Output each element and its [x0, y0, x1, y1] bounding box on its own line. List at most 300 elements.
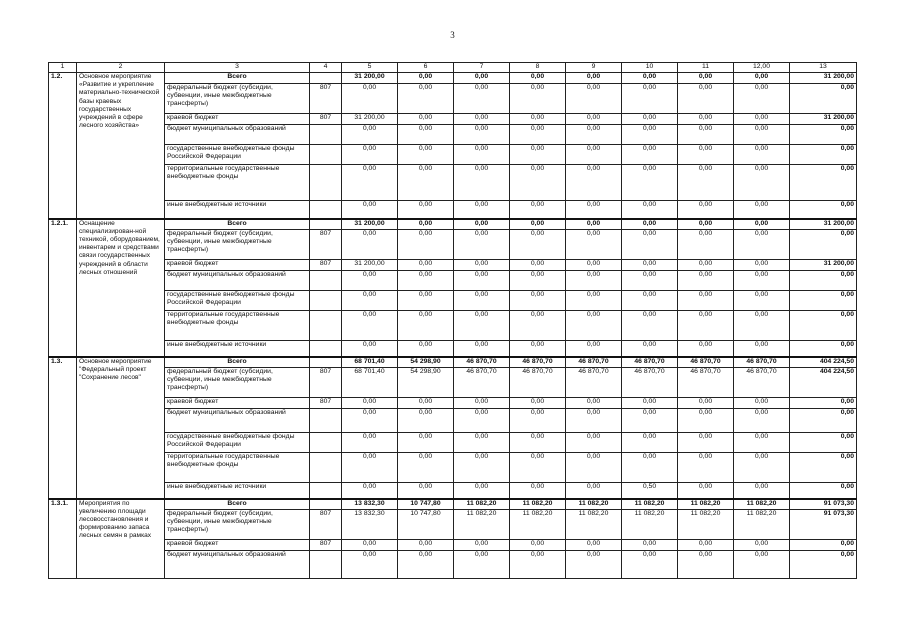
year-value-cell: 0,00 — [678, 84, 734, 114]
funding-source-row — [49, 368, 857, 398]
header-cell: 1 — [49, 63, 77, 73]
year-value-cell: 0,00 — [566, 84, 622, 114]
year-value-cell: 11 082,20 — [566, 499, 622, 510]
funding-source-label: Всего — [165, 357, 310, 368]
year-value-cell: 0,00 — [454, 341, 510, 357]
year-value-cell: 0,00 — [734, 540, 790, 551]
year-value-cell: 0,00 — [510, 145, 566, 165]
section-total-row — [49, 357, 857, 368]
year-value-cell: 11 082,20 — [454, 510, 510, 540]
total-value-cell: 0,00 — [790, 230, 857, 260]
year-value-cell: 46 870,70 — [566, 368, 622, 398]
funding-source-label: иные внебюджетные источники — [165, 483, 310, 499]
header-cell: 5 — [342, 63, 398, 73]
total-value-cell: 31 200,00 — [790, 114, 857, 125]
total-value-cell: 31 200,00 — [790, 73, 857, 84]
header-cell: 2 — [77, 63, 165, 73]
year-value-cell: 46 870,70 — [454, 368, 510, 398]
year-value-cell: 0,00 — [734, 201, 790, 219]
year-value-cell: 0,00 — [734, 219, 790, 230]
budget-code — [310, 271, 342, 291]
year-value-cell: 0,00 — [566, 409, 622, 433]
year-value-cell: 0,00 — [510, 453, 566, 483]
year-value-cell: 0,00 — [398, 165, 454, 201]
year-value-cell: 0,00 — [510, 84, 566, 114]
year-value-cell: 46 870,70 — [622, 368, 678, 398]
funding-source-row — [49, 271, 857, 291]
year-value-cell: 10 747,80 — [398, 510, 454, 540]
year-value-cell: 0,00 — [454, 114, 510, 125]
total-value-cell: 0,00 — [790, 311, 857, 341]
year-value-cell: 0,00 — [454, 73, 510, 84]
year-value-cell: 0,00 — [398, 219, 454, 230]
funding-source-row — [49, 145, 857, 165]
year-value-cell: 0,00 — [566, 260, 622, 271]
year-value-cell: 0,00 — [622, 73, 678, 84]
year-value-cell: 0,00 — [398, 145, 454, 165]
year-value-cell: 13 832,30 — [342, 499, 398, 510]
funding-source-label: краевой бюджет — [165, 114, 310, 125]
header-cell: 7 — [454, 63, 510, 73]
year-value-cell: 46 870,70 — [678, 368, 734, 398]
year-value-cell: 0,00 — [510, 125, 566, 145]
year-value-cell: 0,00 — [342, 84, 398, 114]
year-value-cell: 0,00 — [454, 219, 510, 230]
funding-source-label: краевой бюджет — [165, 260, 310, 271]
header-cell: 8 — [510, 63, 566, 73]
year-value-cell: 0,00 — [734, 409, 790, 433]
budget-code — [310, 551, 342, 579]
year-value-cell: 0,00 — [510, 201, 566, 219]
year-value-cell: 0,00 — [510, 271, 566, 291]
total-value-cell: 0,00 — [790, 271, 857, 291]
year-value-cell: 0,00 — [678, 409, 734, 433]
year-value-cell: 46 870,70 — [510, 357, 566, 368]
year-value-cell: 11 082,20 — [510, 510, 566, 540]
year-value-cell: 0,00 — [622, 114, 678, 125]
section-description: Мероприятия по увеличению площади лесовосстановления и формированию запаса лесных семян в рамках — [77, 499, 165, 579]
header-cell: 11 — [678, 63, 734, 73]
year-value-cell: 0,00 — [510, 165, 566, 201]
budget-code — [310, 311, 342, 341]
year-value-cell: 0,00 — [566, 73, 622, 84]
funding-source-row — [49, 165, 857, 201]
year-value-cell: 0,00 — [398, 341, 454, 357]
budget-code — [310, 145, 342, 165]
year-value-cell: 46 870,70 — [678, 357, 734, 368]
year-value-cell: 0,00 — [510, 219, 566, 230]
header-cell: 4 — [310, 63, 342, 73]
year-value-cell: 0,00 — [734, 551, 790, 579]
year-value-cell: 0,00 — [510, 311, 566, 341]
header-cell: 6 — [398, 63, 454, 73]
funding-source-label: краевой бюджет — [165, 540, 310, 551]
budget-code — [310, 219, 342, 230]
total-value-cell: 91 073,30 — [790, 510, 857, 540]
section-description: Оснащение специализирован-ной техникой, оборудованием, инвентарем и средствами связи государственных учреждений в области лесных отношений — [77, 219, 165, 357]
funding-source-row — [49, 398, 857, 409]
year-value-cell: 0,00 — [678, 114, 734, 125]
budget-code — [310, 165, 342, 201]
total-value-cell: 0,00 — [790, 145, 857, 165]
year-value-cell: 0,00 — [622, 453, 678, 483]
year-value-cell: 0,00 — [734, 433, 790, 453]
year-value-cell: 0,00 — [342, 165, 398, 201]
year-value-cell: 0,00 — [734, 271, 790, 291]
year-value-cell: 0,00 — [398, 433, 454, 453]
funding-source-row — [49, 311, 857, 341]
header-row — [49, 63, 857, 73]
year-value-cell: 0,00 — [566, 201, 622, 219]
year-value-cell: 0,00 — [734, 341, 790, 357]
budget-body — [49, 73, 857, 579]
total-value-cell: 0,00 — [790, 483, 857, 499]
budget-code — [310, 201, 342, 219]
funding-source-label: бюджет муниципальных образований — [165, 271, 310, 291]
year-value-cell: 0,00 — [454, 398, 510, 409]
year-value-cell: 0,00 — [566, 398, 622, 409]
year-value-cell: 11 082,20 — [734, 510, 790, 540]
year-value-cell: 0,00 — [510, 341, 566, 357]
year-value-cell: 31 200,00 — [342, 219, 398, 230]
year-value-cell: 0,00 — [510, 230, 566, 260]
year-value-cell: 0,00 — [678, 125, 734, 145]
year-value-cell: 0,00 — [398, 125, 454, 145]
year-value-cell: 0,00 — [566, 433, 622, 453]
year-value-cell: 11 082,20 — [566, 510, 622, 540]
funding-source-label: государственные внебюджетные фонды Российской Федерации — [165, 433, 310, 453]
budget-table — [48, 62, 857, 579]
funding-source-label: территориальные государственные внебюджетные фонды — [165, 165, 310, 201]
year-value-cell: 0,00 — [510, 409, 566, 433]
year-value-cell: 0,00 — [342, 409, 398, 433]
funding-source-label: федеральный бюджет (субсидии, субвенции, иные межбюджетные трансферты) — [165, 84, 310, 114]
year-value-cell: 0,00 — [342, 271, 398, 291]
year-value-cell: 54 298,90 — [398, 357, 454, 368]
total-value-cell: 0,00 — [790, 540, 857, 551]
year-value-cell: 0,00 — [678, 291, 734, 311]
year-value-cell: 0,00 — [510, 73, 566, 84]
year-value-cell: 0,00 — [398, 540, 454, 551]
year-value-cell: 0,00 — [622, 219, 678, 230]
funding-source-label: Всего — [165, 499, 310, 510]
budget-code — [310, 483, 342, 499]
budget-code — [310, 357, 342, 368]
year-value-cell: 11 082,20 — [734, 499, 790, 510]
year-value-cell: 0,00 — [566, 540, 622, 551]
year-value-cell: 0,00 — [734, 73, 790, 84]
year-value-cell: 31 200,00 — [342, 73, 398, 84]
funding-source-label: федеральный бюджет (субсидии, субвенции, иные межбюджетные трансферты) — [165, 230, 310, 260]
funding-source-label: государственные внебюджетные фонды Российской Федерации — [165, 145, 310, 165]
year-value-cell: 0,00 — [342, 341, 398, 357]
year-value-cell: 0,00 — [678, 540, 734, 551]
year-value-cell: 0,00 — [678, 201, 734, 219]
year-value-cell: 46 870,70 — [566, 357, 622, 368]
year-value-cell: 0,00 — [398, 453, 454, 483]
year-value-cell: 0,00 — [622, 551, 678, 579]
year-value-cell: 0,00 — [734, 114, 790, 125]
funding-source-label: Всего — [165, 219, 310, 230]
year-value-cell: 0,00 — [734, 311, 790, 341]
budget-code: 807 — [310, 260, 342, 271]
year-value-cell: 0,00 — [566, 453, 622, 483]
budget-code: 807 — [310, 114, 342, 125]
year-value-cell: 0,00 — [510, 540, 566, 551]
year-value-cell: 0,00 — [678, 551, 734, 579]
year-value-cell: 0,00 — [342, 291, 398, 311]
year-value-cell: 0,00 — [398, 201, 454, 219]
page-number: 3 — [450, 30, 455, 40]
funding-source-label: иные внебюджетные источники — [165, 341, 310, 357]
year-value-cell: 0,00 — [398, 114, 454, 125]
budget-code — [310, 291, 342, 311]
year-value-cell: 0,00 — [678, 219, 734, 230]
year-value-cell: 0,00 — [622, 230, 678, 260]
funding-source-label: бюджет муниципальных образований — [165, 125, 310, 145]
funding-source-row — [49, 201, 857, 219]
year-value-cell: 0,00 — [398, 230, 454, 260]
total-value-cell: 0,00 — [790, 341, 857, 357]
budget-code: 807 — [310, 398, 342, 409]
year-value-cell: 0,00 — [622, 260, 678, 271]
year-value-cell: 0,00 — [566, 114, 622, 125]
year-value-cell: 11 082,20 — [622, 510, 678, 540]
year-value-cell: 0,00 — [398, 311, 454, 341]
budget-code — [310, 341, 342, 357]
year-value-cell: 0,00 — [454, 145, 510, 165]
funding-source-row — [49, 114, 857, 125]
header-cell: 12,00 — [734, 63, 790, 73]
funding-source-row — [49, 341, 857, 357]
year-value-cell: 0,00 — [622, 145, 678, 165]
year-value-cell: 54 298,90 — [398, 368, 454, 398]
funding-source-label: федеральный бюджет (субсидии, субвенции, иные межбюджетные трансферты) — [165, 510, 310, 540]
year-value-cell: 0,00 — [566, 165, 622, 201]
funding-source-row — [49, 409, 857, 433]
year-value-cell: 0,00 — [566, 125, 622, 145]
year-value-cell: 0,00 — [454, 84, 510, 114]
total-value-cell: 0,00 — [790, 165, 857, 201]
year-value-cell: 0,00 — [622, 271, 678, 291]
budget-code — [310, 499, 342, 510]
total-value-cell: 0,00 — [790, 433, 857, 453]
total-value-cell: 31 200,00 — [790, 260, 857, 271]
year-value-cell: 0,00 — [678, 145, 734, 165]
header-cell: 9 — [566, 63, 622, 73]
budget-code: 807 — [310, 540, 342, 551]
funding-source-row — [49, 540, 857, 551]
year-value-cell: 0,00 — [566, 291, 622, 311]
year-value-cell: 0,00 — [398, 260, 454, 271]
total-value-cell: 0,00 — [790, 84, 857, 114]
year-value-cell: 0,00 — [398, 483, 454, 499]
year-value-cell: 0,00 — [566, 271, 622, 291]
total-value-cell: 0,00 — [790, 453, 857, 483]
year-value-cell: 0,00 — [566, 219, 622, 230]
year-value-cell: 0,00 — [454, 540, 510, 551]
total-value-cell: 0,00 — [790, 398, 857, 409]
year-value-cell: 0,00 — [342, 551, 398, 579]
year-value-cell: 0,00 — [566, 483, 622, 499]
year-value-cell: 0,00 — [622, 201, 678, 219]
year-value-cell: 11 082,20 — [454, 499, 510, 510]
funding-source-row — [49, 125, 857, 145]
section-code: 1.3.1. — [49, 499, 77, 579]
year-value-cell: 0,00 — [566, 230, 622, 260]
funding-source-label: Всего — [165, 73, 310, 84]
year-value-cell: 0,00 — [566, 341, 622, 357]
year-value-cell: 0,00 — [622, 540, 678, 551]
section-description: Основное мероприятие «Развитие и укрепление материально-технической базы краевых государственных учреждений в сфере лесного хозяйства» — [77, 73, 165, 219]
year-value-cell: 0,00 — [342, 433, 398, 453]
year-value-cell: 0,00 — [510, 260, 566, 271]
year-value-cell: 0,00 — [510, 291, 566, 311]
funding-source-row — [49, 483, 857, 499]
section-code: 1.2. — [49, 73, 77, 219]
section-description: Основное мероприятие "Федеральный проект "Сохранение лесов" — [77, 357, 165, 499]
section-total-row — [49, 219, 857, 230]
year-value-cell: 0,00 — [510, 114, 566, 125]
year-value-cell: 0,00 — [398, 84, 454, 114]
funding-source-row — [49, 230, 857, 260]
budget-code — [310, 453, 342, 483]
budget-code — [310, 73, 342, 84]
year-value-cell: 0,00 — [454, 291, 510, 311]
funding-source-label: государственные внебюджетные фонды Российской Федерации — [165, 291, 310, 311]
year-value-cell: 11 082,20 — [510, 499, 566, 510]
year-value-cell: 0,00 — [398, 271, 454, 291]
year-value-cell: 0,00 — [622, 433, 678, 453]
year-value-cell: 0,00 — [398, 291, 454, 311]
year-value-cell: 0,00 — [454, 453, 510, 483]
year-value-cell: 0,00 — [622, 125, 678, 145]
year-value-cell: 11 082,20 — [622, 499, 678, 510]
funding-source-row — [49, 510, 857, 540]
year-value-cell: 0,00 — [678, 165, 734, 201]
year-value-cell: 0,00 — [622, 409, 678, 433]
year-value-cell: 68 701,40 — [342, 368, 398, 398]
funding-source-label: территориальные государственные внебюджетные фонды — [165, 311, 310, 341]
total-value-cell: 0,00 — [790, 291, 857, 311]
year-value-cell: 0,00 — [398, 73, 454, 84]
year-value-cell: 0,00 — [454, 433, 510, 453]
year-value-cell: 0,00 — [622, 291, 678, 311]
year-value-cell: 0,00 — [734, 145, 790, 165]
year-value-cell: 0,00 — [678, 483, 734, 499]
year-value-cell: 0,00 — [510, 551, 566, 579]
year-value-cell: 10 747,80 — [398, 499, 454, 510]
section-total-row — [49, 73, 857, 84]
total-value-cell: 404 224,50 — [790, 368, 857, 398]
year-value-cell: 0,50 — [622, 483, 678, 499]
year-value-cell: 11 082,20 — [678, 510, 734, 540]
year-value-cell: 0,00 — [454, 271, 510, 291]
budget-code — [310, 125, 342, 145]
year-value-cell: 0,00 — [734, 483, 790, 499]
year-value-cell: 0,00 — [734, 453, 790, 483]
year-value-cell: 0,00 — [678, 341, 734, 357]
year-value-cell: 0,00 — [678, 271, 734, 291]
budget-code: 807 — [310, 84, 342, 114]
year-value-cell: 0,00 — [622, 311, 678, 341]
year-value-cell: 0,00 — [678, 260, 734, 271]
year-value-cell: 31 200,00 — [342, 114, 398, 125]
funding-source-label: федеральный бюджет (субсидии, субвенции, иные межбюджетные трансферты) — [165, 368, 310, 398]
year-value-cell: 0,00 — [398, 409, 454, 433]
total-value-cell: 0,00 — [790, 201, 857, 219]
budget-code: 807 — [310, 230, 342, 260]
year-value-cell: 0,00 — [510, 398, 566, 409]
year-value-cell: 0,00 — [342, 540, 398, 551]
funding-source-label: краевой бюджет — [165, 398, 310, 409]
year-value-cell: 0,00 — [454, 165, 510, 201]
section-code: 1.2.1. — [49, 219, 77, 357]
funding-source-label: бюджет муниципальных образований — [165, 551, 310, 579]
year-value-cell: 0,00 — [454, 125, 510, 145]
year-value-cell: 0,00 — [454, 230, 510, 260]
section-code: 1.3. — [49, 357, 77, 499]
year-value-cell: 0,00 — [454, 409, 510, 433]
year-value-cell: 0,00 — [342, 230, 398, 260]
year-value-cell: 0,00 — [342, 145, 398, 165]
funding-source-label: иные внебюджетные источники — [165, 201, 310, 219]
year-value-cell: 0,00 — [454, 201, 510, 219]
year-value-cell: 0,00 — [510, 483, 566, 499]
year-value-cell: 46 870,70 — [454, 357, 510, 368]
header-cell: 10 — [622, 63, 678, 73]
year-value-cell: 0,00 — [734, 260, 790, 271]
year-value-cell: 0,00 — [342, 311, 398, 341]
total-value-cell: 0,00 — [790, 125, 857, 145]
year-value-cell: 0,00 — [678, 311, 734, 341]
year-value-cell: 0,00 — [566, 311, 622, 341]
year-value-cell: 46 870,70 — [510, 368, 566, 398]
year-value-cell: 0,00 — [342, 398, 398, 409]
budget-code: 807 — [310, 368, 342, 398]
year-value-cell: 0,00 — [734, 230, 790, 260]
year-value-cell: 0,00 — [622, 398, 678, 409]
funding-source-row — [49, 260, 857, 271]
budget-code — [310, 409, 342, 433]
year-value-cell: 0,00 — [678, 433, 734, 453]
year-value-cell: 0,00 — [734, 398, 790, 409]
year-value-cell: 0,00 — [734, 84, 790, 114]
total-value-cell: 0,00 — [790, 551, 857, 579]
funding-source-row — [49, 84, 857, 114]
year-value-cell: 0,00 — [622, 84, 678, 114]
funding-source-row — [49, 291, 857, 311]
year-value-cell: 46 870,70 — [734, 357, 790, 368]
total-value-cell: 404 224,50 — [790, 357, 857, 368]
year-value-cell: 0,00 — [454, 260, 510, 271]
funding-source-row — [49, 551, 857, 579]
budget-code — [310, 433, 342, 453]
year-value-cell: 31 200,00 — [342, 260, 398, 271]
year-value-cell: 0,00 — [734, 125, 790, 145]
year-value-cell: 0,00 — [678, 230, 734, 260]
year-value-cell: 0,00 — [622, 341, 678, 357]
year-value-cell: 46 870,70 — [734, 368, 790, 398]
funding-source-row — [49, 453, 857, 483]
total-value-cell: 0,00 — [790, 409, 857, 433]
funding-source-label: бюджет муниципальных образований — [165, 409, 310, 433]
total-value-cell: 31 200,00 — [790, 219, 857, 230]
year-value-cell: 0,00 — [566, 551, 622, 579]
year-value-cell: 11 082,20 — [678, 499, 734, 510]
section-total-row — [49, 499, 857, 510]
header-cell: 13 — [790, 63, 857, 73]
